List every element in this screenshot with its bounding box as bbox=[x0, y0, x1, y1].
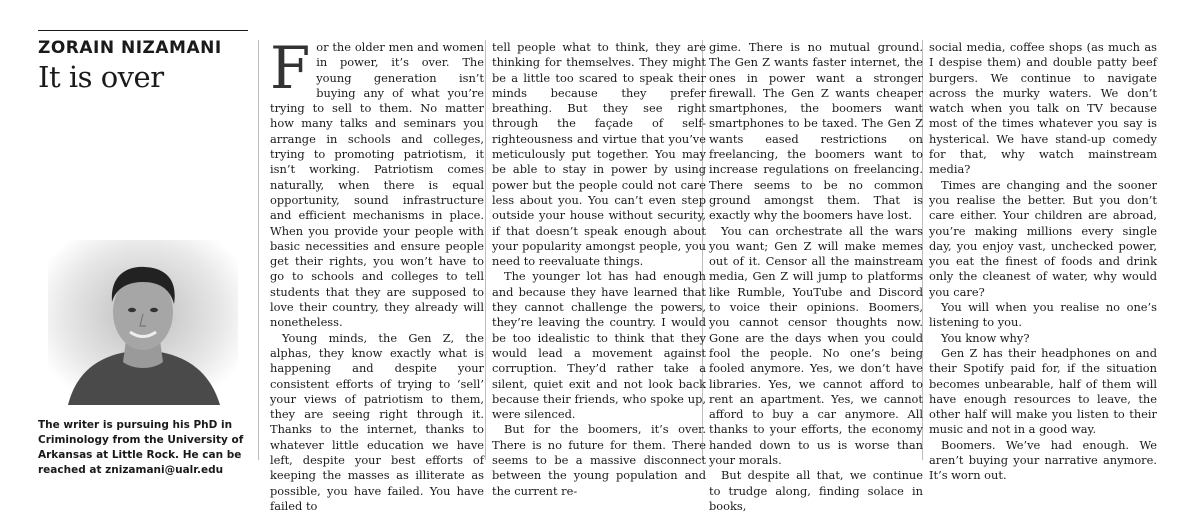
paragraph: The younger lot has had enough and because they have learned that they cannot challenge the powers, they’re leaving the country. I would be too idealistic to think that they would lead a movement against corruption. They’d rather take a silent, quiet exit and not look back because their friends, who spoke up, were silenced. bbox=[492, 269, 706, 422]
paragraph: You know why? bbox=[941, 330, 1030, 345]
paragraph: Gen Z has their headphones on and their Spotify paid for, if the situation becomes unbearable, half of them will have enough resources to leave, the other half will make you listen to their music and not in a good way. bbox=[929, 345, 1157, 437]
author-name: ZORAIN NIZAMANI bbox=[38, 38, 222, 58]
article-headline: It is over bbox=[38, 60, 164, 94]
paragraph: tell people what to think, they are thinking for themselves. They might be a little too scared to speak their minds because they prefer breathing. But they see right through the façade of self-righteousness and virtue that you’ve meticulously put together. You may be able to stay in power by using power but the people could not care less about you. You can’t even step outside your house without security, if that doesn’t speak enough about your popularity amongst people, you need to reevaluate things. bbox=[492, 40, 706, 269]
paragraph: You can orchestrate all the wars you want; Gen Z will make memes out of it. Censor all the mainstream media, Gen Z will jump to platforms like Rumble, YouTube and Discord to voice their opinions. Boomers, you cannot censor thoughts now. Gone are the days when you could fool the people. No one’s being fooled anymore. Yes, we don’t have libraries. Yes, we cannot afford to rent an apartment. Yes, we cannot afford to buy a car anymore. All thanks to your efforts, the economy handed down to us is worse than your morals. bbox=[709, 223, 923, 468]
paragraph: social media, coffee shops (as much as I despise them) and double patty beef burgers. We continue to navigate across the murky waters. We don’t watch when you talk on TV because most of the times whatever you say is hysterical. We have stand-up comedy for that, why watch mainstream media? bbox=[929, 40, 1157, 177]
column-divider bbox=[258, 40, 259, 460]
paragraph: But for the boomers, it’s over. There is no future for them. There seems to be a massive disconnect between the young population and the current re- bbox=[492, 422, 706, 498]
author-portrait-icon bbox=[48, 240, 238, 405]
paragraph: gime. There is no mutual ground. The Gen Z wants faster internet, the ones in power want a stronger firewall. The Gen Z wants cheaper smartphones, the boomers want smartphones to be taxed. The Gen Z wants eased restrictions on freelancing, the boomers want to increase regulations on freelancing. There seems to be no common ground amongst them. That is exactly why the boomers have lost. bbox=[709, 40, 923, 223]
drop-cap: F bbox=[270, 34, 311, 102]
author-sidebar bbox=[38, 30, 248, 476]
paragraph: You will when you realise no one’s listening to you. bbox=[929, 300, 1157, 330]
article-column-2 bbox=[492, 40, 706, 499]
paragraph: But despite all that, we continue to trudge along, finding solace in books, bbox=[709, 468, 923, 513]
column-divider bbox=[485, 40, 486, 460]
paragraph: Times are changing and the sooner you realise the better. But you don’t care either. Your children are abroad, you’re making millions every single day, you enjoy vast, unchecked power, you eat the finest of foods and drink only the cleanest of water, why would you care? bbox=[929, 177, 1157, 299]
article-column-3 bbox=[709, 40, 923, 514]
author-bio: The writer is pursuing his PhD in Criminology from the University of Arkansas at Little Rock. He can be reached at znizamani@ualr.edu bbox=[38, 419, 244, 476]
paragraph: Boomers. We’ve had enough. We aren’t buying your narrative anymore. It’s worn out. bbox=[929, 437, 1157, 483]
paragraph: or the older men and women in power, it’s over. The young generation isn’t buying any of what you’re trying to sell to them. No matter how many talks and seminars you arrange in schools and colleges, trying to promoting patriotism, it isn’t working. Patriotism comes naturally, when there is equal opportunity, sound infrastructure and efficient mechanisms in place. When you provide your people with basic necessities and ensure people get their rights, you won’t have to go to schools and colleges to tell students that they are supposed to love their country, they already will nonetheless. bbox=[270, 40, 484, 330]
top-rule bbox=[38, 30, 248, 31]
paragraph: Young minds, the Gen Z, the alphas, they know exactly what is happening and despite your consistent efforts of trying to ‘sell’ your views of patriotism to them, they are seeing right through it. Thanks to the internet, thanks to whatever little education we have left, despite your best efforts of keeping the masses as illiterate as possible, you have failed. You have failed to bbox=[270, 330, 484, 513]
article-column-1 bbox=[270, 34, 484, 514]
article-column-4 bbox=[929, 40, 1157, 484]
